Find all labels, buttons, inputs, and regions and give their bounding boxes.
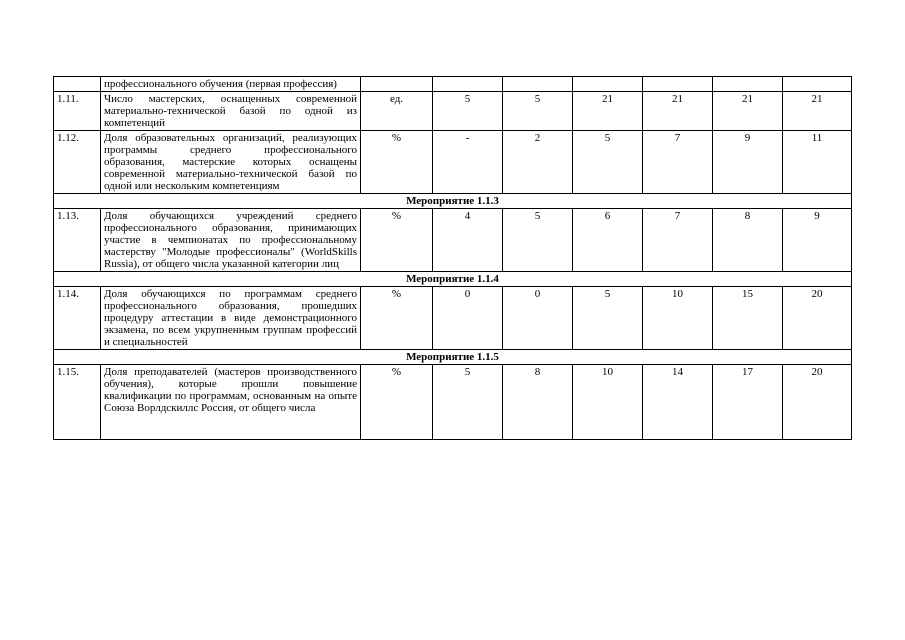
unit-cell: % [361,365,433,440]
section-row [54,194,852,209]
value-cell [573,77,643,92]
value-cell: 9 [713,131,783,194]
table-row [54,92,852,131]
value-cell: 17 [713,365,783,440]
table-row [54,131,852,194]
row-number: 1.11. [54,92,101,131]
value-cell: 5 [503,92,573,131]
unit-cell [361,77,433,92]
truncated-description: Доля преподавателей (мастеров производственного обучения), которые прошли повышение квалификации по программам, основанным на опыте Союза Ворлдскиллс Россия, от общего числа [104,366,357,414]
value-cell: 8 [713,209,783,272]
row-number [54,77,101,92]
value-cell: 8 [503,365,573,440]
value-cell: 5 [503,209,573,272]
unit-cell: ед. [361,92,433,131]
value-cell: 4 [433,209,503,272]
value-cell: 11 [783,131,852,194]
value-cell: 6 [573,209,643,272]
section-title: Мероприятие 1.1.3 [54,194,852,209]
value-cell: 21 [573,92,643,131]
indicator-description: профессионального обучения (первая профессия) [101,77,361,92]
value-cell: 5 [433,92,503,131]
value-cell [783,77,852,92]
unit-cell: % [361,287,433,350]
value-cell [713,77,783,92]
value-cell [433,77,503,92]
value-cell: - [433,131,503,194]
value-cell: 20 [783,287,852,350]
value-cell: 7 [643,209,713,272]
value-cell: 5 [573,287,643,350]
value-cell: 21 [713,92,783,131]
value-cell: 9 [783,209,852,272]
indicator-description: Доля обучающихся учреждений среднего профессионального образования, принимающих участие в чемпионатах по профессиональному мастерству "Молодые профессионалы" (WorldSkills Russia), от общего числа указанной категории лиц [101,209,361,272]
row-number: 1.14. [54,287,101,350]
table-row [54,287,852,350]
table-row [54,365,852,440]
indicator-description [101,365,361,440]
section-row [54,350,852,365]
row-number: 1.13. [54,209,101,272]
indicator-description: Доля образовательных организаций, реализующих программы среднего профессионального образования, мастерские которых оснащены современной материально-технической базой по одной или нескольким компетенциям [101,131,361,194]
table-row [54,77,852,92]
unit-cell: % [361,131,433,194]
section-row [54,272,852,287]
value-cell: 14 [643,365,713,440]
value-cell: 5 [433,365,503,440]
value-cell: 10 [643,287,713,350]
indicator-description: Число мастерских, оснащенных современной материально-технической базой по одной из компетенций [101,92,361,131]
section-title: Мероприятие 1.1.4 [54,272,852,287]
value-cell: 2 [503,131,573,194]
value-cell: 20 [783,365,852,440]
value-cell: 0 [503,287,573,350]
value-cell: 10 [573,365,643,440]
value-cell: 0 [433,287,503,350]
value-cell: 21 [643,92,713,131]
value-cell: 15 [713,287,783,350]
value-cell [503,77,573,92]
indicator-description: Доля обучающихся по программам среднего профессионального образования, прошедших процедуру аттестации в виде демонстрационного экзамена, по всем укрупненным группам профессий и специальностей [101,287,361,350]
value-cell [643,77,713,92]
section-title: Мероприятие 1.1.5 [54,350,852,365]
row-number: 1.15. [54,365,101,440]
value-cell: 5 [573,131,643,194]
unit-cell: % [361,209,433,272]
value-cell: 21 [783,92,852,131]
value-cell: 7 [643,131,713,194]
indicators-table [53,76,852,440]
table-row [54,209,852,272]
row-number: 1.12. [54,131,101,194]
